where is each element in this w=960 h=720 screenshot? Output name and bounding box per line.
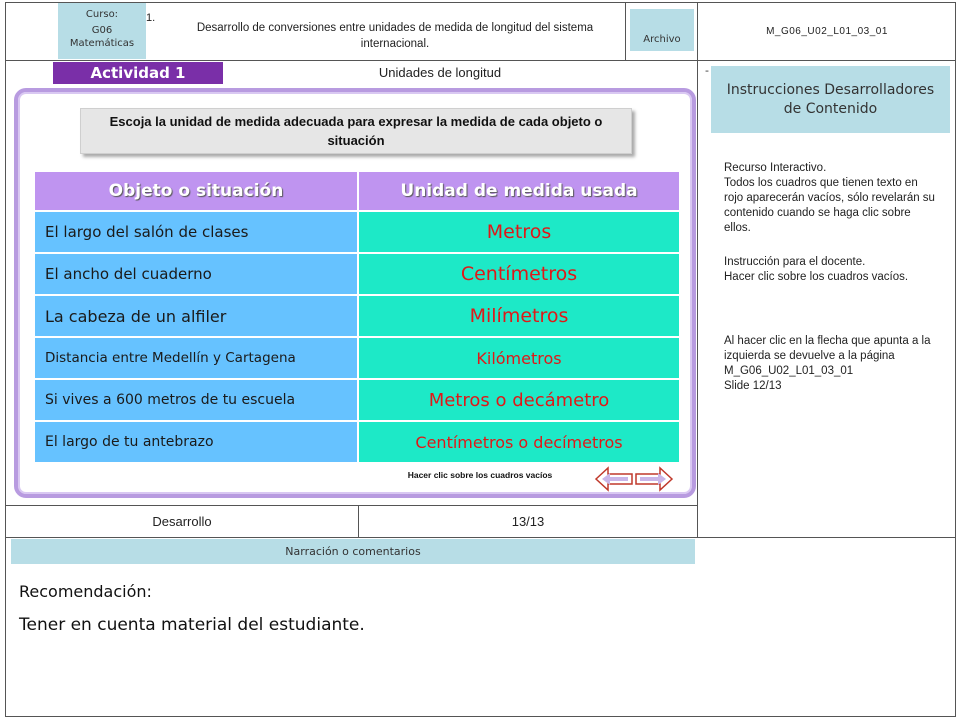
header-description: Desarrollo de conversiones entre unidades de medida de longitud del sistema internacional.: [196, 22, 594, 50]
course-value: G06 Matemáticas: [69, 25, 135, 49]
sidebar-title-text: Instrucciones Desarrolladores de Contenido: [726, 81, 935, 117]
header-number: 1.: [146, 12, 156, 24]
row-object-text: El largo del salón de clases: [45, 223, 249, 241]
table-header-unit-label: Unidad de medida usada: [400, 181, 638, 201]
footer-right-label: 13/13: [511, 514, 545, 529]
table-row-5-unit[interactable]: [359, 422, 679, 462]
row-unit-text: Milímetros: [469, 305, 569, 327]
next-arrow-icon[interactable]: [634, 466, 674, 492]
narration-line-2: Tener en cuenta material del estudiante.: [19, 615, 365, 635]
sidebar-note-3: Al hacer clic en la flecha que apunta a la izquierda se devuelve a la página M_G06_U02_L01_03_01 Slide 12/13: [724, 335, 931, 392]
table-row-5-object: [35, 422, 357, 462]
table-row-1-object: [35, 254, 357, 294]
activity-tab: [53, 62, 223, 84]
activity-subtitle: Unidades de longitud: [378, 65, 502, 80]
row-unit-text: Centímetros o decímetros: [415, 432, 623, 452]
narration-label-text: Narración o comentarios: [285, 545, 421, 558]
row-object-text: El ancho del cuaderno: [45, 265, 212, 283]
table-row-0-unit[interactable]: [359, 212, 679, 252]
narration-label: [11, 539, 695, 564]
table-row-2-object: [35, 296, 357, 336]
table-header-object: [35, 172, 357, 210]
row-object-text: Distancia entre Medellín y Cartagena: [45, 350, 296, 366]
row-object-text: El largo de tu antebrazo: [45, 434, 214, 450]
row-unit-text: Metros o decámetro: [428, 389, 610, 411]
row-object-text: Si vives a 600 metros de tu escuela: [45, 392, 296, 408]
archivo-badge[interactable]: [630, 9, 694, 51]
sidebar-note-1: Recurso Interactivo. Todos los cuadros que tienen texto en rojo aparecerán vacíos, sólo revelarán su contenido cuando se haga clic sobre ellos.: [724, 162, 935, 234]
row-unit-text: Centímetros: [460, 263, 578, 285]
row-object-text: La cabeza de un alfiler: [45, 306, 227, 326]
table-row-2-unit[interactable]: [359, 296, 679, 336]
table-row-1-unit[interactable]: [359, 254, 679, 294]
table-row-0-object: [35, 212, 357, 252]
activity-instruction-text: Escoja la unidad de medida adecuada para expresar la medida de cada objeto o situación: [109, 114, 603, 148]
narration-line-1: Recomendación:: [19, 582, 152, 601]
table-header-unit: [359, 172, 679, 210]
table-row-4-object: [35, 380, 357, 420]
row-unit-text: Metros: [486, 221, 552, 243]
footer-left-label: Desarrollo: [152, 514, 212, 529]
archivo-label: Archivo: [643, 34, 681, 45]
click-hint: Hacer clic sobre los cuadros vacíos: [407, 470, 553, 480]
sidebar-note-2: Instrucción para el docente. Hacer clic sobre los cuadros vacíos.: [724, 256, 909, 283]
activity-tab-label: Actividad 1: [90, 64, 186, 82]
table-header-object-label: Objeto o situación: [108, 181, 284, 201]
course-badge: [58, 3, 146, 59]
activity-instruction: [80, 108, 632, 154]
row-unit-text: Kilómetros: [476, 348, 562, 368]
prev-arrow-icon[interactable]: [594, 466, 634, 492]
course-label: Curso:: [85, 9, 119, 20]
sidebar-tick: -: [705, 64, 709, 77]
table-row-4-unit[interactable]: [359, 380, 679, 420]
sidebar-title: [711, 66, 950, 133]
table-row-3-unit[interactable]: [359, 338, 679, 378]
table-row-3-object: [35, 338, 357, 378]
slide-code: M_G06_U02_L01_03_01: [766, 26, 888, 37]
